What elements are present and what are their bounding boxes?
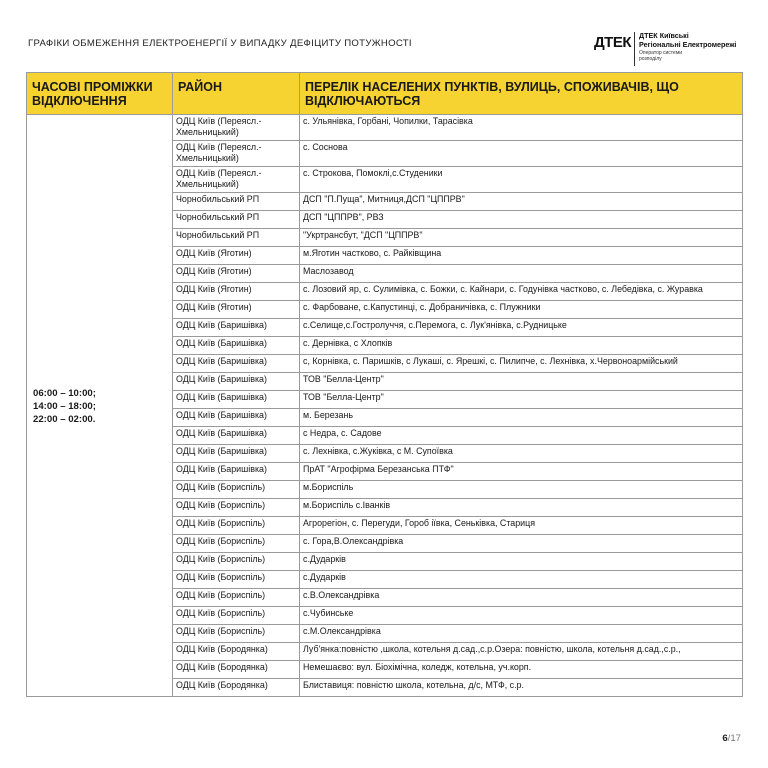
logo-mark: ДТЕК xyxy=(594,34,632,51)
locations-cell: с.Селище,с.Гостролуччя, с.Перемога, с. Лук'янівка, с.Рудницьке xyxy=(300,319,743,337)
district-cell: ОДЦ Київ (Яготин) xyxy=(173,265,300,283)
locations-cell: ПрАТ "Агрофірма Березанська ПТФ" xyxy=(300,463,743,481)
locations-cell: м.Бориспіль xyxy=(300,481,743,499)
page-total: /17 xyxy=(727,733,741,744)
district-cell: ОДЦ Київ (Бориспіль) xyxy=(173,571,300,589)
logo-sub-line1: Оператор системи xyxy=(639,50,683,56)
district-cell: ОДЦ Київ (Бородянка) xyxy=(173,679,300,697)
district-cell: ОДЦ Київ (Баришівка) xyxy=(173,355,300,373)
district-cell: Чорнобильський РП xyxy=(173,211,300,229)
locations-cell: с.В.Олександрівка xyxy=(300,589,743,607)
district-cell: ОДЦ Київ (Бородянка) xyxy=(173,661,300,679)
district-cell: ОДЦ Київ (Бориспіль) xyxy=(173,481,300,499)
locations-cell: с.Дударків xyxy=(300,571,743,589)
page-number xyxy=(722,733,741,744)
logo-company-name xyxy=(639,32,736,49)
header-list: ПЕРЕЛІК НАСЕЛЕНИХ ПУНКТІВ, ВУЛИЦЬ, СПОЖИВАЧІВ, ЩО ВІДКЛЮЧАЮТЬСЯ xyxy=(300,73,743,115)
locations-cell: с. Гора,В.Олександрівка xyxy=(300,535,743,553)
table-row xyxy=(27,115,743,141)
district-cell: ОДЦ Київ (Бориспіль) xyxy=(173,535,300,553)
district-cell: Чорнобильський РП xyxy=(173,229,300,247)
locations-cell: "Укртрансбут, "ДСП "ЦППРВ" xyxy=(300,229,743,247)
district-cell: ОДЦ Київ (Баришівка) xyxy=(173,391,300,409)
locations-cell: ТОВ "Белла-Центр" xyxy=(300,373,743,391)
locations-cell: м.Бориспіль с.Іванків xyxy=(300,499,743,517)
logo-subtitle xyxy=(639,51,682,63)
header-time: ЧАСОВІ ПРОМІЖКИ ВІДКЛЮЧЕННЯ xyxy=(27,73,173,115)
district-cell: ОДЦ Київ (Бориспіль) xyxy=(173,553,300,571)
district-cell: ОДЦ Київ (Баришівка) xyxy=(173,337,300,355)
locations-cell: с. Соснова xyxy=(300,141,743,167)
locations-cell: с. Ульянівка, Горбані, Чопилки, Тарасівка xyxy=(300,115,743,141)
locations-cell: с, Корнівка, с. Паришків, с Лукаші, с. Ярешкі, с. Пилипче, с. Лехнівка, х.Червоноармійський xyxy=(300,355,743,373)
district-cell: ОДЦ Київ (Переясл.-Хмельницький) xyxy=(173,115,300,141)
time-intervals-cell xyxy=(27,115,173,697)
time-interval: 14:00 – 18:00; xyxy=(33,400,96,412)
locations-cell: Блиставиця: повністю школа, котельна, д/с, МТФ, с.р. xyxy=(300,679,743,697)
locations-cell: ДСП "ЦППРВ", РВЗ xyxy=(300,211,743,229)
district-cell: ОДЦ Київ (Бориспіль) xyxy=(173,499,300,517)
locations-cell: с Недра, с. Садове xyxy=(300,427,743,445)
outage-schedule-table xyxy=(26,72,743,697)
logo-divider xyxy=(634,32,635,66)
dtek-logo xyxy=(594,32,744,66)
page-header-title: ГРАФІКИ ОБМЕЖЕННЯ ЕЛЕКТРОЕНЕРГІЇ У ВИПАДКУ ДЕФІЦИТУ ПОТУЖНОСТІ xyxy=(28,38,412,49)
page-current: 6 xyxy=(722,733,728,744)
time-interval: 22:00 – 02:00. xyxy=(33,413,96,425)
locations-cell: с. Лозовий яр, с. Сулимівка, с. Божки, с. Кайнари, с. Годунівка частково, с. Лебедівка, с. Журавка xyxy=(300,283,743,301)
district-cell: ОДЦ Київ (Баришівка) xyxy=(173,319,300,337)
locations-cell: Луб'янка:повністю ,школа, котельня д.сад.,с.р.Озера: повністю, школа, котельня д.сад.,с.р., xyxy=(300,643,743,661)
district-cell: ОДЦ Київ (Баришівка) xyxy=(173,463,300,481)
district-cell: ОДЦ Київ (Яготин) xyxy=(173,283,300,301)
time-interval: 06:00 – 10:00; xyxy=(33,387,96,399)
district-cell: ОДЦ Київ (Бориспіль) xyxy=(173,517,300,535)
locations-cell: Агрорегіон, с. Перегуди, Гороб іївка, Сеньківка, Стариця xyxy=(300,517,743,535)
district-cell: ОДЦ Київ (Бориспіль) xyxy=(173,589,300,607)
locations-cell: ТОВ "Белла-Центр" xyxy=(300,391,743,409)
district-cell: ОДЦ Київ (Баришівка) xyxy=(173,409,300,427)
locations-cell: с.Дударків xyxy=(300,553,743,571)
district-cell: ОДЦ Київ (Баришівка) xyxy=(173,427,300,445)
locations-cell: ДСП "П.Пуща", Митниця,ДСП "ЦППРВ" xyxy=(300,193,743,211)
district-cell: ОДЦ Київ (Баришівка) xyxy=(173,445,300,463)
header-district: РАЙОН xyxy=(173,73,300,115)
locations-cell: с. Лехнівка, с.Жуківка, с М. Супоївка xyxy=(300,445,743,463)
district-cell: ОДЦ Київ (Бородянка) xyxy=(173,643,300,661)
locations-cell: с. Строкова, Помоклі,с.Студеники xyxy=(300,167,743,193)
locations-cell: с.М.Олександрівка xyxy=(300,625,743,643)
district-cell: ОДЦ Київ (Бориспіль) xyxy=(173,607,300,625)
logo-name-line1: ДТЕК Київські xyxy=(639,31,689,40)
logo-name-line2: Регіональні Електромережі xyxy=(639,39,737,49)
district-cell: ОДЦ Київ (Бориспіль) xyxy=(173,625,300,643)
locations-cell: м.Яготин частково, с. Райківщина xyxy=(300,247,743,265)
district-cell: ОДЦ Київ (Переясл.-Хмельницький) xyxy=(173,141,300,167)
district-cell: ОДЦ Київ (Яготин) xyxy=(173,247,300,265)
locations-cell: м. Березань xyxy=(300,409,743,427)
locations-cell: Немешаєво: вул. Біохімічна, коледж, котельна, уч.корп. xyxy=(300,661,743,679)
locations-cell: с.Чубинське xyxy=(300,607,743,625)
locations-cell: с. Дернівка, с Хлопків xyxy=(300,337,743,355)
district-cell: ОДЦ Київ (Яготин) xyxy=(173,301,300,319)
district-cell: Чорнобильський РП xyxy=(173,193,300,211)
locations-cell: с. Фарбоване, с.Капустинці, с. Добраничівка, с. Плужники xyxy=(300,301,743,319)
district-cell: ОДЦ Київ (Переясл.-Хмельницький) xyxy=(173,167,300,193)
district-cell: ОДЦ Київ (Баришівка) xyxy=(173,373,300,391)
logo-sub-line2: розподілу xyxy=(639,55,662,62)
locations-cell: Маслозавод xyxy=(300,265,743,283)
